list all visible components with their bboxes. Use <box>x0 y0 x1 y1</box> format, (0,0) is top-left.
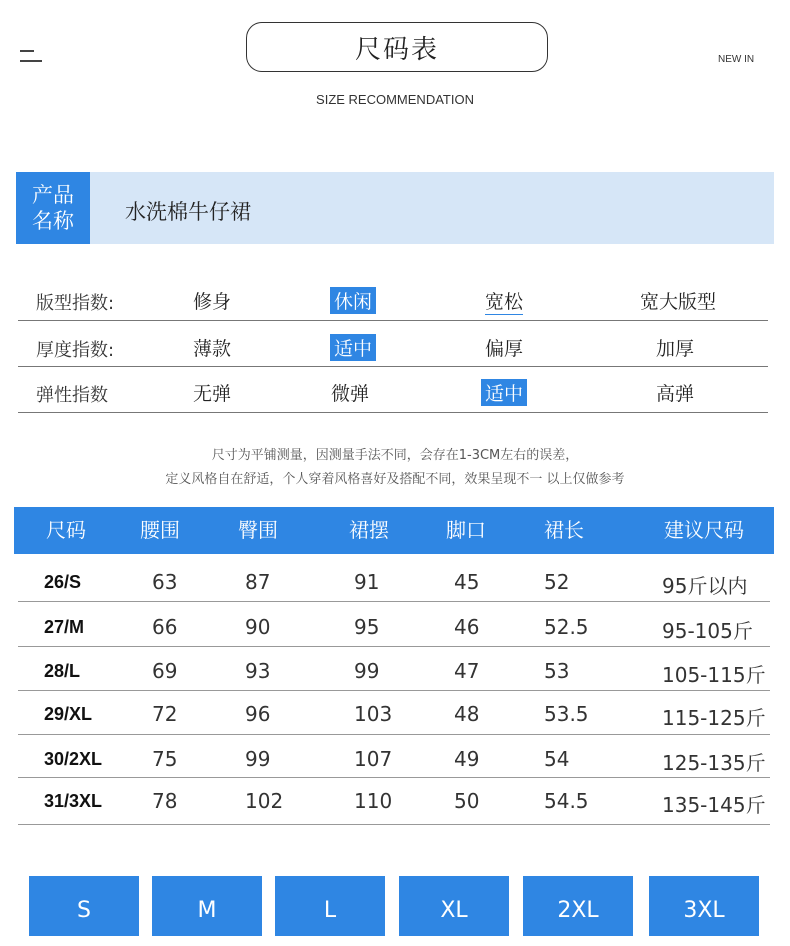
table-cell: 46 <box>454 615 480 639</box>
table-cell: 103 <box>354 702 393 726</box>
size-tab-button[interactable]: XL <box>399 876 509 936</box>
table-header-cell: 臀围 <box>238 518 278 542</box>
table-cell: 91 <box>354 570 380 594</box>
index-option: 薄款 <box>193 338 232 360</box>
table-cell: 78 <box>152 789 178 813</box>
table-cell: 53.5 <box>544 702 589 726</box>
table-header-cell: 裙长 <box>544 518 584 542</box>
table-cell: 95 <box>354 615 380 639</box>
table-cell: 26/S <box>44 572 82 592</box>
table-row-divider <box>18 777 770 778</box>
index-row-divider <box>18 366 768 367</box>
page-subtitle: SIZE RECOMMENDATION <box>316 92 474 107</box>
product-label <box>16 172 90 244</box>
index-label: 弹性指数 <box>36 385 108 406</box>
table-cell: 95斤以内 <box>662 574 748 598</box>
table-cell: 31/3XL <box>44 791 103 811</box>
table-cell: 28/L <box>44 661 81 681</box>
index-option: 偏厚 <box>485 338 524 360</box>
table-cell: 30/2XL <box>44 749 103 769</box>
table-header-cell: 腰围 <box>140 518 180 542</box>
table-cell: 53 <box>544 659 570 683</box>
table-cell: 115-125斤 <box>662 706 766 730</box>
table-row-divider <box>18 824 770 825</box>
table-cell: 63 <box>152 570 178 594</box>
table-cell: 95-105斤 <box>662 619 753 643</box>
table-cell: 90 <box>245 615 271 639</box>
table-row-divider <box>18 734 770 735</box>
size-table-header <box>14 507 774 554</box>
table-cell: 52.5 <box>544 615 589 639</box>
index-option: 加厚 <box>656 338 695 360</box>
table-header-cell: 建议尺码 <box>664 518 744 542</box>
note-line2: 定义风格自在舒适，个人穿着风格喜好及搭配不同，效果呈现不一 以上仅做参考 <box>165 472 625 487</box>
index-row-divider <box>18 412 768 413</box>
index-option: 无弹 <box>193 383 232 405</box>
note-line1: 尺寸为平铺测量，因测量手法不同，会存在1-3CM左右的误差， <box>211 448 579 463</box>
index-option: 宽大版型 <box>640 291 717 313</box>
size-tab-button[interactable]: L <box>275 876 385 936</box>
index-option: 微弹 <box>331 383 370 405</box>
table-cell: 45 <box>454 570 480 594</box>
table-cell: 110 <box>354 789 393 813</box>
index-option: 休闲 <box>330 287 376 314</box>
table-cell: 102 <box>245 789 284 813</box>
table-cell: 52 <box>544 570 570 594</box>
index-row-divider <box>18 320 768 321</box>
table-cell: 105-115斤 <box>662 663 766 687</box>
size-tab-button[interactable]: S <box>29 876 139 936</box>
size-tab-button[interactable]: 2XL <box>523 876 633 936</box>
menu-icon[interactable] <box>20 50 42 64</box>
table-cell: 29/XL <box>44 704 93 724</box>
table-cell: 75 <box>152 747 178 771</box>
table-cell: 96 <box>245 702 271 726</box>
table-header-cell: 尺码 <box>46 518 86 542</box>
table-header-cell: 裙摆 <box>349 518 389 542</box>
table-row-divider <box>18 601 770 602</box>
index-option: 适中 <box>481 379 527 406</box>
size-tab-button[interactable]: M <box>152 876 262 936</box>
table-cell: 48 <box>454 702 480 726</box>
table-cell: 99 <box>354 659 380 683</box>
index-option: 宽松 <box>485 287 523 315</box>
table-cell: 107 <box>354 747 393 771</box>
product-label-line1: 产品 <box>32 183 74 207</box>
table-cell: 50 <box>454 789 480 813</box>
table-cell: 47 <box>454 659 480 683</box>
table-row-divider <box>18 690 770 691</box>
table-cell: 135-145斤 <box>662 793 766 817</box>
table-cell: 69 <box>152 659 178 683</box>
size-tab-button[interactable]: 3XL <box>649 876 759 936</box>
product-label-line2: 名称 <box>32 209 74 233</box>
table-cell: 66 <box>152 615 178 639</box>
new-in-link[interactable]: NEW IN <box>718 54 755 65</box>
table-cell: 72 <box>152 702 178 726</box>
table-cell: 125-135斤 <box>662 751 766 775</box>
index-label: 版型指数: <box>36 293 115 314</box>
table-cell: 54 <box>544 747 570 771</box>
table-cell: 93 <box>245 659 271 683</box>
table-cell: 49 <box>454 747 480 771</box>
index-option: 修身 <box>193 291 232 313</box>
table-cell: 54.5 <box>544 789 589 813</box>
index-label: 厚度指数: <box>36 340 115 361</box>
table-cell: 27/M <box>44 617 85 637</box>
index-option: 适中 <box>330 334 376 361</box>
table-cell: 87 <box>245 570 271 594</box>
index-option: 高弹 <box>656 383 695 405</box>
table-row-divider <box>18 646 770 647</box>
table-header-cell: 脚口 <box>446 518 486 542</box>
table-cell: 99 <box>245 747 271 771</box>
product-name: 水洗棉牛仔裙 <box>125 200 251 224</box>
page-title: 尺码表 <box>246 22 548 72</box>
